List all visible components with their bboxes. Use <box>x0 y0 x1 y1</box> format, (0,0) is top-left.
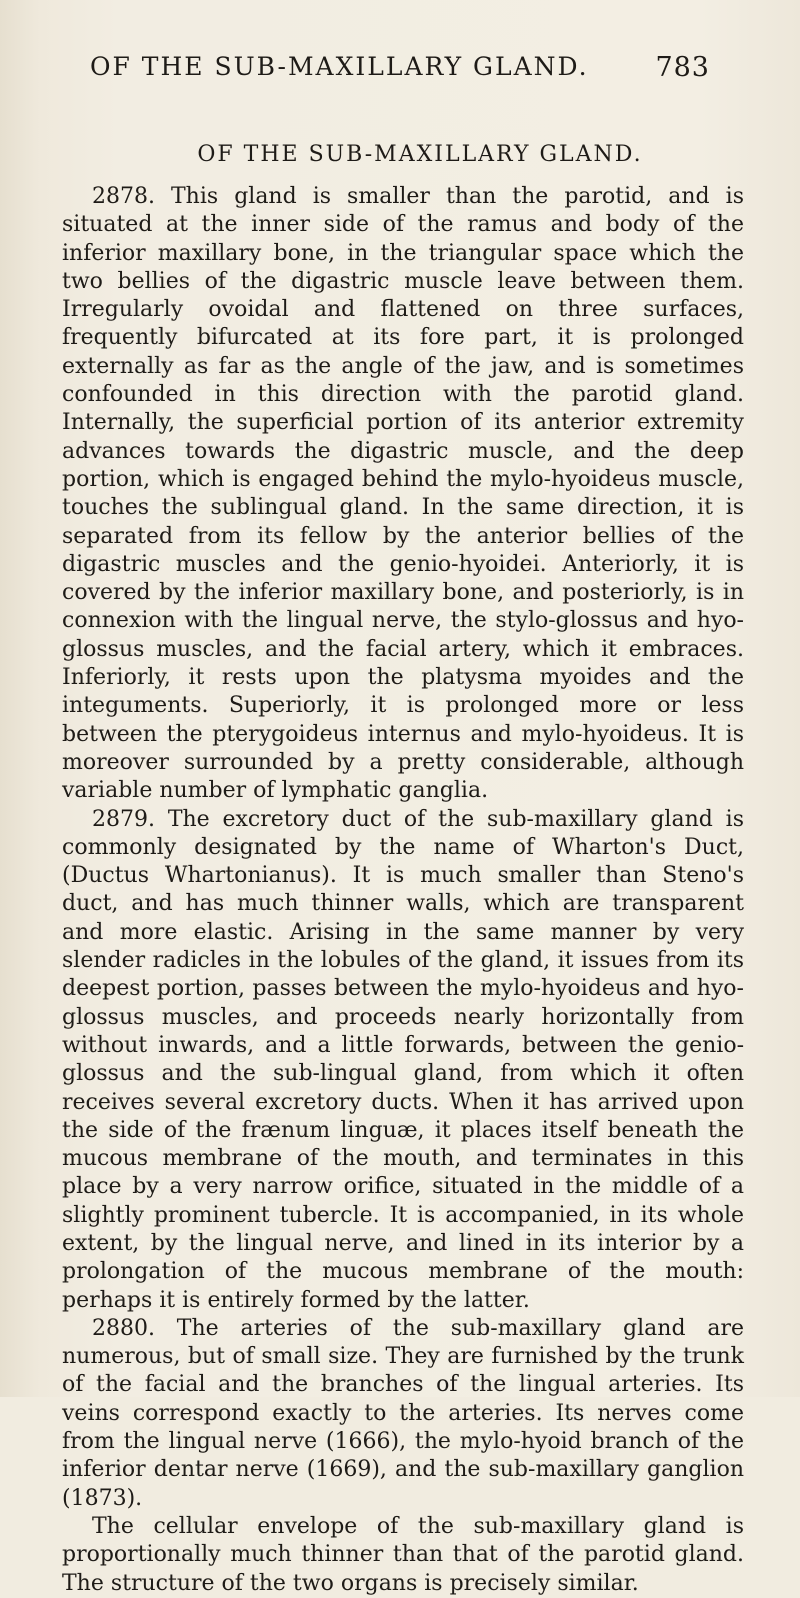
paragraph-2878: 2878. This gland is smaller than the parotid, and is situated at the inner side of the ramus and body of the inferior maxillary bone, in the triangular space which the two bellies of the digastric muscle leave between them. Irregularly ovoidal and flattened on three surfaces, frequently bifurcated at its fore part, it is prolonged externally as far as the angle of the jaw, and is sometimes confounded in this direction with the parotid gland. Internally, the superficial portion of its anterior extremity advances towards the digastric muscle, and the deep portion, which is engaged behind the mylo-hyoideus muscle, touches the sublingual gland. In the same direction, it is separated from its fellow by the anterior bellies of the digastric muscles and the genio-hyoidei. Anteriorly, it is covered by the inferior maxillary bone, and posteriorly, is in connexion with the lingual nerve, the stylo-glossus and hyo-glossus muscles, and the facial artery, which it embraces. Inferiorly, it rests upon the platysma myoides and the integuments. Superiorly, it is prolonged more or less between the pterygoideus internus and mylo-hyoideus. It is moreover surrounded by a pretty considerable, although variable number of lymphatic ganglia. <box>62 184 744 804</box>
paragraph-2879: 2879. The excretory duct of the sub-maxillary gland is commonly designated by the name of Wharton's Duct, (Ductus Whartonianus). It is much smaller than Steno's duct, and has much thinner walls, which are transparent and more elastic. Arising in the same manner by very slender radicles in the lobules of the gland, it issues from its deepest portion, passes between the mylo-hyoideus and hyo-glossus muscles, and proceeds nearly horizontally from without inwards, and a little forwards, between the genio-glossus and the sub-lingual gland, from which it often receives several excretory ducts. When it has arrived upon the side of the frænum linguæ, it places itself beneath the mucous membrane of the mouth, and terminates in this place by a very narrow orifice, situated in the middle of a slightly prominent tubercle. It is accompanied, in its whole extent, by the lingual nerve, and lined in its interior by a prolongation of the mucous membrane of the mouth: perhaps it is entirely formed by the latter. <box>62 806 744 1313</box>
running-head <box>90 52 740 92</box>
page-number: 783 <box>655 52 710 83</box>
paragraph-2880: 2880. The arteries of the sub-maxillary gland are numerous, but of small size. They are furnished by the trunk of the facial and the branches of the lingual arteries. Its veins correspond exactly to the arteries. Its nerves come from the lingual nerve (1666), the mylo-hyoid branch of the inferior dentar nerve (1669), and the sub-maxillary ganglion (1873). <box>62 1315 744 1511</box>
running-title: OF THE SUB-MAXILLARY GLAND. <box>90 52 589 81</box>
paragraph-cellular-envelope: The cellular envelope of the sub-maxillary gland is proportionally much thinner than that of the parotid gland. The structure of the two organs is precisely similar. <box>62 1513 744 1596</box>
section-heading: OF THE SUB-MAXILLARY GLAND. <box>197 142 643 167</box>
body-text <box>62 183 744 1598</box>
